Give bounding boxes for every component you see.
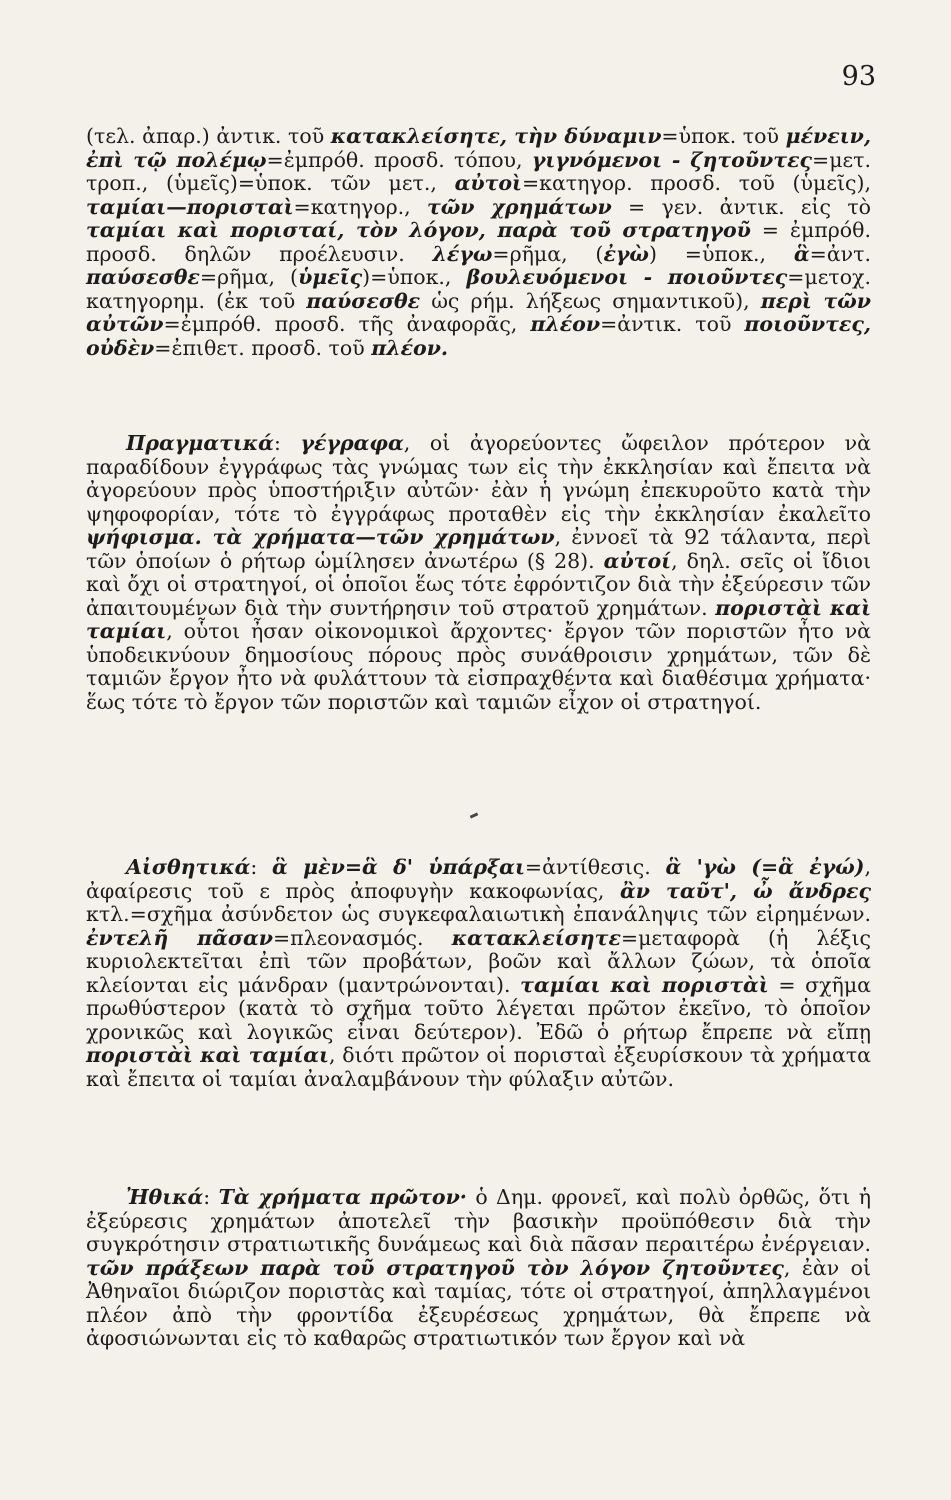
ithika-section: [86, 1186, 871, 1351]
emphasis-term: ποριστὰὶ καὶ ταμίαι: [86, 595, 872, 643]
text-run: , δηλ. σεῖς οἱ ἴδιοι καὶ ὄχι οἱ στρατηγοί, οἱ ὁποῖοι ἕως τότε ἐφρόντιζον διὰ τὴν ἐξεύρεσιν τῶν ἀπαιτουμένων διὰ τὴν συντήρησιν τοῦ στρατοῦ χρημάτων.: [86, 548, 871, 620]
emphasis-term: ποριστὰὶ καὶ ταμίαι: [86, 1043, 329, 1067]
emphasis-term: ταμίαι καὶ πορισταί, τὸν λόγον, παρὰ τοῦ στρατηγοῦ: [86, 218, 751, 242]
text-run: :: [250, 855, 273, 879]
emphasis-term: ἂν ταῦτ', ὦ ἄνδρες: [619, 878, 871, 903]
emphasis-term: Αἰσθητικά: [126, 855, 251, 879]
text-run: , ἀφαίρεσις τοῦ ε πρὸς ἀποφυγὴν κακοφωνίας,: [86, 855, 871, 903]
emphasis-term: Ἠθικά: [126, 1185, 204, 1209]
aisthitika-section: [86, 856, 871, 1091]
emphasis-term: ταμίαι καὶ ποριστὰὶ: [520, 972, 769, 997]
emphasis-term: περὶ τῶν αὐτῶν: [86, 288, 871, 336]
text-run: :: [203, 1185, 219, 1209]
page-number: 93: [841, 61, 876, 92]
text-run: , ἐννοεῖ τὰ 92 τάλαντα, περὶ τῶν ὁποίων ὁ ρήτωρ ὡμίλησεν ἀνωτέρω (§ 28).: [86, 525, 871, 573]
emphasis-term: γέγραφα: [300, 431, 404, 455]
emphasis-term: τῶν πράξεων παρὰ τοῦ στρατηγοῦ τὸν λόγον ζητοῦντες: [86, 1255, 784, 1280]
text-run: (τελ. ἀπαρ.) ἀντικ. τοῦ: [86, 124, 331, 148]
emphasis-term: ποιοῦντες, οὐδὲν: [86, 312, 871, 360]
emphasis-term: παύσεσθε: [86, 265, 200, 289]
emphasis-term: βουλευόμενοι - ποιοῦντες: [466, 265, 788, 289]
text-run: :: [273, 431, 301, 455]
text-run: , διότι πρῶτον οἱ πορισταὶ ἐξευρίσκουν τὰ χρήματα καὶ ἔπειτα οἱ ταμίαι ἀναλαμβάνουν τὴν φύλαξιν αὐτῶν.: [86, 1043, 872, 1091]
paragraph-aisthitika: [86, 856, 871, 1091]
text-run: , οὗτοι ἦσαν οἰκονομικοὶ ἄρχοντες· ἔργον τῶν ποριστῶν ἦτο νὰ ὑποδεικνύουν δημοσίους πόρους πρὸς συνάθροισιν χρημάτων, τῶν δὲ ταμιῶν ἔργον ἦτο νὰ φυλάττουν τὰ εἰσπραχθέντα καὶ διαθέσιμα χρήματα· ἕως τότε τὸ ἔργον τῶν ποριστῶν καὶ ταμιῶν εἶχον οἱ στρατηγοί.: [86, 619, 871, 714]
text-run: ὁ Δημ. φρονεῖ, καὶ πολὺ ὀρθῶς, ὅτι ἡ ἐξεύρεσις χρημάτων ἀποτελεῖ τὴν βασικὴν προϋπόθεσιν διὰ τὴν συγκρότησιν στρατιωτικῆς δυνάμεως καὶ διὰ πᾶσαν περαιτέρω ἐνέργειαν.: [86, 1185, 871, 1256]
text-run: = γεν. ἀντικ. εἰς τὸ: [611, 194, 871, 219]
emphasis-term: κατακλείσητε, τὴν δύναμιν: [330, 124, 662, 148]
emphasis-term: Πραγματικά: [126, 431, 274, 455]
emphasis-term: ἃ μὲν=ἃ δ' ὑπάρξαι: [272, 855, 525, 879]
text-run: = σχῆμα πρωθύστερον (κατὰ τὸ σχῆμα τοῦτο λέγεται πρῶτον ἐκεῖνο, τὸ ὁποῖον χρονικῶς καὶ λογικῶς εἶναι δεύτερον). Ἐδῶ ὁ ρήτωρ ἔπρεπε νὰ εἴπῃ: [86, 972, 872, 1044]
paragraph-pragmatika: [86, 432, 871, 714]
text-run: =μεταφορὰ (ἡ λέξις κυριολεκτεῖται ἐπὶ τῶν προβάτων, βοῶν καὶ ἄλλων ζώων, τὰ ὁποῖα κλείονται εἰς μάνδραν (μαντρώνονται).: [86, 925, 871, 997]
emphasis-term: ἃ 'γὼ (=ἃ ἐγώ): [665, 855, 865, 879]
emphasis-term: κατακλείσητε: [451, 925, 621, 950]
emphasis-term: τῶν χρημάτων: [426, 194, 612, 219]
text-run: =κατηγορ. προσδ. τοῦ (ὑμεῖς),: [521, 171, 871, 195]
text-run: )=ὑποκ.,: [362, 265, 467, 289]
grammar-notes: [86, 125, 871, 360]
text-run: , οἱ ἀγορεύοντες ὤφειλον πρότερον νὰ παραδίδουν ἐγγράφως τὰς γνώμας των εἰς τὴν ἐκκλησίαν καὶ ἔπειτα νὰ ἀγορεύουν πρὸς ὑποστήριξιν αὐτῶν· ἐὰν ἡ γνώμη ἐπεκυροῦτο κατὰ τὴν ψηφοφορίαν, τότε τὸ ἐγγράφως προταθὲν εἰς τὴν ἐκκλησίαν ἐκαλεῖτο: [86, 431, 871, 526]
emphasis-term: μένειν, ἐπὶ τῷ πολέμῳ: [86, 124, 871, 172]
text-run: = ἐμπρόθ. προσδ. δηλῶν προέλευσιν.: [86, 218, 871, 266]
emphasis-term: ἐντελῆ πᾶσαν: [86, 925, 273, 950]
emphasis-term: ταμίαι—πορισταὶ: [86, 194, 294, 219]
text-run: κτλ.=σχῆμα ἀσύνδετον ὡς συγκεφαλαιωτικὴ ἐπανάληψις τῶν εἰρημένων.: [86, 902, 871, 926]
text-run: ) =ὑποκ.,: [648, 241, 794, 266]
paragraph-grammar: [86, 125, 871, 360]
text-run: =ἐπιθετ. προσδ. τοῦ: [154, 335, 372, 360]
emphasis-term: ἃ: [793, 241, 810, 266]
text-run: ὡς ρήμ. λήξεως σημαντικοῦ),: [420, 288, 761, 313]
emphasis-term: Τὰ χρήματα πρῶτον·: [218, 1185, 467, 1209]
separator-mark: [470, 812, 479, 818]
emphasis-term: αὐτοὶ: [454, 171, 522, 195]
text-run: =ἐμπρόθ. προσδ. τῆς ἀναφορᾶς,: [163, 312, 531, 336]
text-run: =πλεονασμός.: [272, 925, 452, 950]
text-run: =ἀντικ. τοῦ: [600, 312, 745, 336]
text-run: =ρῆμα, (: [199, 265, 299, 289]
text-run: =μετ. τροπ., (ὑμεῖς)=ὑποκ. τῶν μετ.,: [86, 147, 871, 195]
text-run: =κατηγορ.,: [293, 194, 427, 219]
emphasis-term: λέγω: [432, 241, 493, 266]
emphasis-term: ψήφισμα. τὰ χρήματα—τῶν χρημάτων: [86, 525, 555, 549]
text-run: =ἀντίθεσις.: [524, 855, 666, 879]
emphasis-term: αὐτοί: [603, 548, 672, 573]
emphasis-term: γιγνόμενοι - ζητοῦντες: [531, 147, 813, 172]
text-run: =ρῆμα, (: [492, 241, 604, 266]
text-run: =ἀντ.: [809, 241, 871, 266]
emphasis-term: πλέον: [530, 312, 601, 336]
text-run: =μετοχ. κατηγορημ. (ἐκ τοῦ: [86, 265, 871, 313]
emphasis-term: παύσεσθε: [306, 288, 421, 313]
emphasis-term: πλέον.: [371, 335, 449, 360]
text-run: , ἐὰν οἱ Ἀθηναῖοι διώριζον ποριστὰς καὶ ταμίας, τότε οἱ στρατηγοί, ἀπηλλαγμένοι πλέον ἀπὸ τὴν φροντίδα ἐξευρέσεως χρημάτων, θὰ ἔπρεπε νὰ ἀφοσιώνωνται εἰς τὸ καθαρῶς στρατιωτικόν των ἔργον καὶ νὰ: [86, 1255, 871, 1350]
paragraph-ithika: [86, 1186, 871, 1351]
emphasis-term: ἐγὼ: [603, 241, 649, 266]
text-run: =ἐμπρόθ. προσδ. τόπου,: [266, 147, 532, 172]
text-run: =ὑποκ. τοῦ: [661, 124, 786, 148]
emphasis-term: ὑμεῖς: [298, 265, 363, 289]
pragmatika-section: [86, 432, 871, 714]
